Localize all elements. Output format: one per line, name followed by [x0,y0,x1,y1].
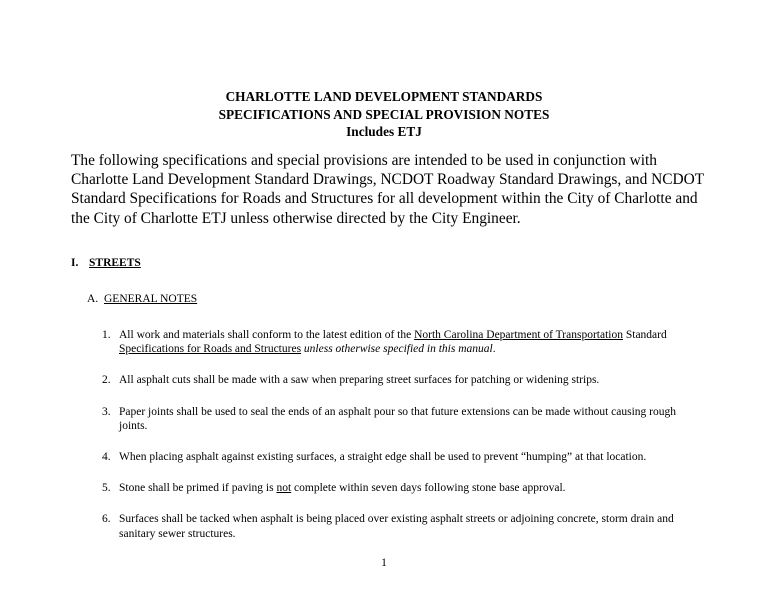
subsection-title: GENERAL NOTES [104,293,198,305]
title-line-1: CHARLOTTE LAND DEVELOPMENT STANDARDS [225,89,543,104]
item-text-part: Standard [622,329,667,341]
item-underlined-text: not [276,482,292,495]
ncdot-reference: North Carolina Department of Transportation [414,329,623,341]
intro-paragraph: The following specifications and special provisions are intended to be used in conjunction with Charlotte Land Development Standard Drawings, NCDOT Roadway Standard Drawings, and NCDOT Standard Specifications for Roads and Structures for all development within the City of Charlotte and the City of Charlotte ETJ unless otherwise directed by the City Engineer. [71,152,704,227]
item-text-part: All work and materials shall conform to the latest edition of the [119,329,415,341]
item-text-part: Stone shall be primed if paving is [119,482,277,495]
item-text: Surfaces shall be tacked when asphalt is being placed over existing asphalt streets or adjoining concrete, storm drain and sanitary sewer structures. [119,513,674,540]
item-text [119,481,702,495]
item-text: When placing asphalt against existing surfaces, a straight edge shall be used to prevent “humping” at that location. [119,451,647,464]
list-item [102,373,702,387]
specifications-reference: Specifications for Roads and Structures [119,343,302,356]
item-text: All asphalt cuts shall be made with a saw when preparing street surfaces for patching or widening strips. [119,374,600,387]
item-number: 3. [102,405,111,418]
list-item [102,328,702,356]
list-item [102,481,702,495]
subsection-letter: A. [87,293,99,305]
subsection-heading [87,292,197,306]
section-heading [71,256,141,270]
item-text: Paper joints shall be used to seal the ends of an asphalt pour so that future extensions can be made without causing rough joints. [119,405,676,432]
item-number: 1. [102,329,111,341]
title-line-2: SPECIFICATIONS AND SPECIAL PROVISION NOTES [218,106,550,122]
item-text [119,328,702,356]
list-item [102,512,702,540]
page-number: 1 [381,557,387,569]
section-number: I. [71,257,79,269]
item-italic-text: unless otherwise specified in this manual [301,343,493,356]
list-item [102,450,702,464]
item-number: 5. [102,482,111,495]
item-number: 6. [102,513,111,526]
list-item [102,405,702,433]
item-number: 2. [102,374,111,387]
title-line-3: Includes ETJ [346,124,422,139]
item-text-part: complete within seven days following stone base approval. [291,482,566,495]
item-text-part: . [492,343,496,356]
section-title: STREETS [89,257,141,269]
document-title [0,88,768,141]
notes-list [102,328,702,558]
item-number: 4. [102,451,111,464]
